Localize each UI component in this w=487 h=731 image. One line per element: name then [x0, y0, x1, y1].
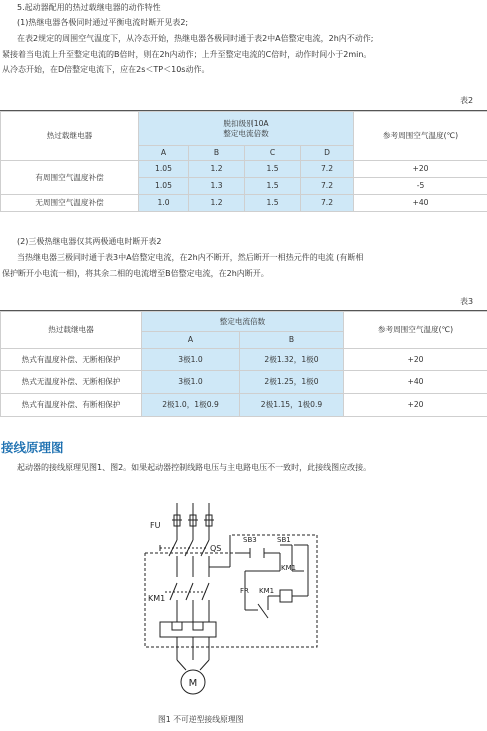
thermal-relay-elements — [160, 622, 216, 637]
table2-cell: 1.2 — [189, 195, 245, 212]
table2-cell: 1.5 — [245, 195, 301, 212]
label-motor: M — [188, 678, 198, 689]
table3-label: 表3 — [460, 297, 474, 306]
table3-cell-b: 2极1.25，1极0 — [240, 371, 344, 394]
table3-row-name: 热式有温度补偿、有断相保护 — [1, 394, 142, 417]
table2-trip-class: 脱扣级别10A — [223, 118, 269, 128]
intro-line-3: 在表2规定的周围空气温度下，从冷态开始，热继电器各极同时通于表2中A倍整定电流，2h内不动作; — [17, 34, 374, 43]
table2-letter-b: B — [189, 146, 245, 161]
table3-cell-b: 2极1.15，1极0.9 — [240, 394, 344, 417]
intro-line-2: (1)热继电器各极同时通过平衡电流时断开见表2; — [17, 18, 189, 27]
table3-header-temp: 参考周围空气温度(℃) — [344, 312, 487, 349]
table2-row-nocomp-label: 无周围空气温度补偿 — [1, 195, 139, 212]
table2-cell: 1.05 — [139, 161, 189, 178]
table2-letter-a: A — [139, 146, 189, 161]
table3-temp-cell: +20 — [344, 349, 487, 371]
table2-header-temp: 参考周围空气温度(℃) — [354, 112, 487, 161]
para2-line-3: 保护断开小电流一相)，将其余二相的电流增至B倍整定电流，在2h内断开。 — [2, 269, 269, 278]
section-title-5: 5.起动器配用的热过载继电器的动作特性 — [17, 3, 161, 12]
table2-cell: 1.2 — [189, 161, 245, 178]
label-sb3: SB3 — [243, 536, 257, 544]
table2-row-comp-label: 有周围空气温度补偿 — [1, 161, 139, 195]
table2-cell: 1.0 — [139, 195, 189, 212]
intro-line-5: 从冷态开始，在D倍整定电流下，应在2s＜TP＜10s动作。 — [2, 65, 210, 74]
label-km1-coil-side: KM1 — [281, 564, 297, 572]
table2-temp-cell: +20 — [354, 161, 487, 178]
table3-cell-a: 3极1.0 — [142, 371, 240, 394]
table2-letter-c: C — [245, 146, 301, 161]
figure-caption: 图1 不可逆型接线原理图 — [158, 715, 244, 724]
table2-cell: 1.5 — [245, 161, 301, 178]
km1-coil — [280, 590, 292, 602]
table2-cell: 1.5 — [245, 178, 301, 195]
table3-header-relay: 热过载继电器 — [1, 312, 142, 349]
table2-multiple-label: 整定电流倍数 — [223, 128, 269, 138]
label-km1-main: KM1 — [148, 594, 166, 603]
table2-cell: 7.2 — [301, 195, 354, 212]
table3-temp-cell: +20 — [344, 394, 487, 417]
table2-cell: 7.2 — [301, 161, 354, 178]
table3-letter-a: A — [142, 332, 240, 349]
table2-label: 表2 — [460, 96, 474, 105]
label-fr: FR — [240, 587, 249, 595]
table3-temp-cell: +40 — [344, 371, 487, 394]
table2-temp-cell: -5 — [354, 178, 487, 195]
wiring-text: 起动器的接线原理见图1、图2。如果起动器控制线路电压与主电路电压不一致时，此接线图应改接。 — [17, 463, 372, 472]
table2-cell: 1.3 — [189, 178, 245, 195]
table3-header-multiple: 整定电流倍数 — [142, 312, 344, 332]
para2-line-1: (2)三极热继电器仅其两极通电时断开表2 — [17, 237, 162, 246]
para2-line-2: 当热继电器三极同时通于表3中A倍整定电流，在2h内不断开，然后断开一相热元件的电流 (有断相 — [17, 253, 364, 262]
table3-cell-a: 2极1.0，1极0.9 — [142, 394, 240, 417]
table3-row-name: 热式有温度补偿、无断相保护 — [1, 349, 142, 371]
label-sb1: SB1 — [277, 536, 291, 544]
label-qs: QS — [210, 544, 222, 553]
wiring-heading: 接线原理图 — [1, 440, 64, 455]
table3-letter-b: B — [240, 332, 344, 349]
table2-cell: 7.2 — [301, 178, 354, 195]
table3-cell-a: 3极1.0 — [142, 349, 240, 371]
table3-cell-b: 2极1.32，1极0 — [240, 349, 344, 371]
table2-letter-d: D — [301, 146, 354, 161]
label-fu: FU — [150, 521, 161, 530]
label-km1-ctrl: KM1 — [259, 587, 275, 595]
table2-header-relay: 热过载继电器 — [1, 112, 139, 161]
intro-line-4: 紧接着当电流上升至整定电流的B倍时，则在2h内动作；上升至整定电流的C倍时，动作时间小于2min。 — [2, 50, 372, 59]
table3-row-name: 热式无温度补偿、无断相保护 — [1, 371, 142, 394]
table2-cell: 1.05 — [139, 178, 189, 195]
table2-temp-cell: +40 — [354, 195, 487, 212]
